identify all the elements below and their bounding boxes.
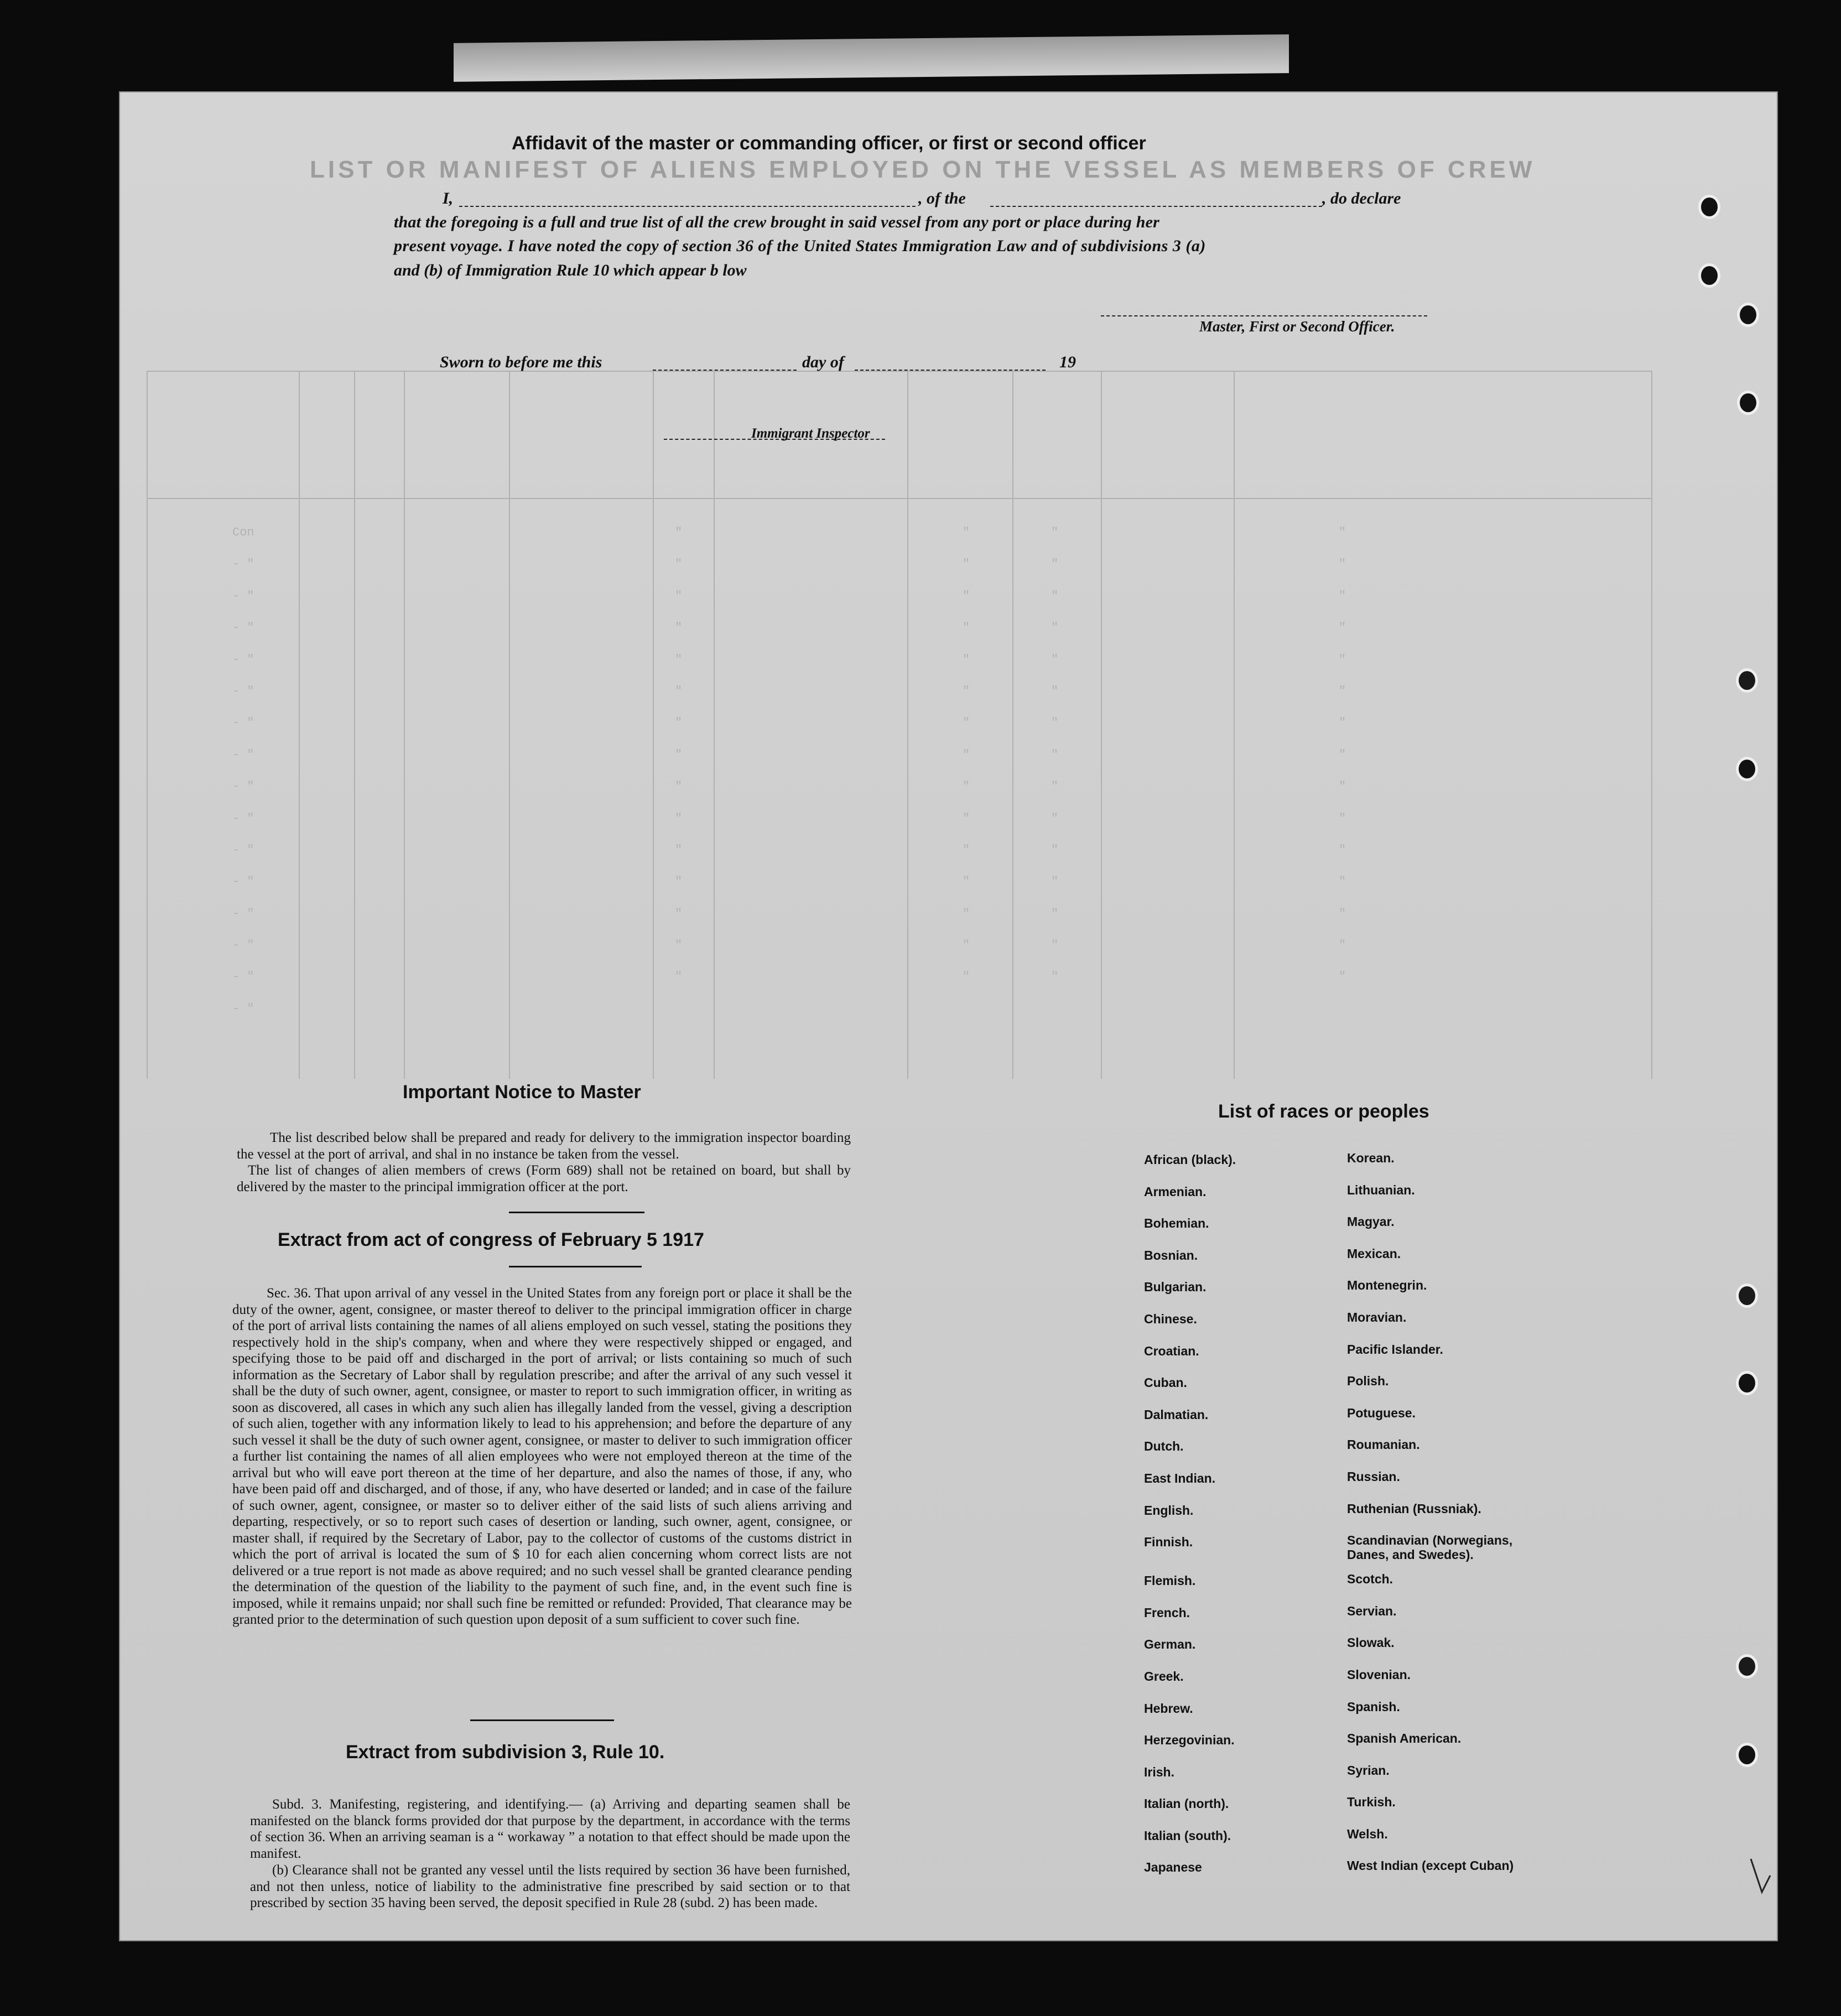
races-column-2 xyxy=(1347,1151,1535,1890)
sworn-month-blank xyxy=(855,370,1046,371)
race-item: French. xyxy=(1144,1605,1190,1620)
notice-text-2: The list of changes of alien members of crews (Form 689) shall not be retained on board, but shall by delivered by the master to the principal immigration officer at the port. xyxy=(237,1163,851,1194)
ghost-column-entries: Con - " - " - " - " - " - " - " - " - " - " - " - " - " - " - " xyxy=(232,526,254,1016)
name-blank xyxy=(459,206,916,207)
day-of-label: day of xyxy=(802,353,844,371)
check-mark-icon xyxy=(1748,1853,1776,1898)
races-heading: List of races or peoples xyxy=(1218,1101,1429,1122)
ghost-column-line xyxy=(404,371,405,1079)
ghost-column-line xyxy=(907,371,908,1079)
race-item: Chinese. xyxy=(1144,1311,1197,1326)
ghost-column-line xyxy=(147,371,148,1079)
race-item: Bohemian. xyxy=(1144,1216,1209,1231)
race-item: Spanish. xyxy=(1347,1699,1400,1714)
race-item: English. xyxy=(1144,1503,1194,1518)
affidavit-title: Affidavit of the master or commanding officer, or first or second officer xyxy=(512,133,1146,154)
race-item: Magyar. xyxy=(1347,1214,1395,1229)
race-item: Russian. xyxy=(1347,1469,1400,1484)
race-item: Dalmatian. xyxy=(1144,1407,1209,1422)
extract-rule-text-b: (b) Clearance shall not be granted any vessel until the lists required by section 36 have been furnished, and not then unless, notice of liability to the administrative fine prescribed by said section or to that prescribed by section 35 having been served, the deposit specified in Rule 28 (subd. 2) has been made. xyxy=(250,1863,850,1910)
master-signature-label: Master, First or Second Officer. xyxy=(1199,318,1395,335)
race-item: Montenegrin. xyxy=(1347,1278,1427,1293)
inspector-label: Immigrant Inspector xyxy=(751,426,870,441)
ghost-column-line xyxy=(1012,371,1013,1079)
race-item: Korean. xyxy=(1347,1151,1395,1165)
binder-hole-icon xyxy=(1736,1284,1758,1308)
race-item: Italian (south). xyxy=(1144,1828,1231,1843)
ghost-column-line xyxy=(299,371,300,1079)
extract-act-heading: Extract from act of congress of February 5 1917 xyxy=(278,1229,704,1250)
race-item: Flemish. xyxy=(1144,1573,1196,1588)
ghost-header-rule xyxy=(147,371,1651,372)
master-signature-blank xyxy=(1101,315,1427,316)
race-item: Slovenian. xyxy=(1347,1667,1411,1682)
vessel-blank xyxy=(990,206,1322,207)
extract-rule-heading: Extract from subdivision 3, Rule 10. xyxy=(346,1742,665,1763)
race-item: Croatian. xyxy=(1144,1343,1199,1358)
binder-hole-icon xyxy=(1698,263,1720,288)
race-item: Finnish. xyxy=(1144,1535,1193,1550)
race-item: Armenian. xyxy=(1144,1184,1206,1199)
bleed-through-title: LIST OR MANIFEST OF ALIENS EMPLOYED ON THE VESSEL AS MEMBERS OF CREW xyxy=(310,156,1536,183)
race-item: Syrian. xyxy=(1347,1763,1390,1778)
race-item: Cuban. xyxy=(1144,1375,1187,1390)
binder-hole-icon xyxy=(1737,391,1759,415)
race-item: Welsh. xyxy=(1347,1826,1388,1841)
race-item: Irish. xyxy=(1144,1764,1174,1779)
ghost-column-entries: " " " " " " " " " " " " " " " xyxy=(963,526,970,984)
extract-rule-divider xyxy=(470,1719,614,1721)
race-item: Japanese xyxy=(1144,1860,1202,1875)
notice-divider xyxy=(509,1212,644,1213)
binder-hole-icon xyxy=(1698,195,1720,219)
race-item: Scotch. xyxy=(1347,1572,1393,1587)
affidavit-of-the: , of the xyxy=(918,189,966,207)
binder-hole-icon xyxy=(1736,1371,1758,1395)
race-item: Greek. xyxy=(1144,1669,1184,1684)
year-label: 19 xyxy=(1059,353,1076,371)
sworn-day-blank xyxy=(653,370,797,371)
race-item: African (black). xyxy=(1144,1152,1236,1167)
binder-hole-icon xyxy=(1737,303,1759,327)
affidavit-line-3: present voyage. I have noted the copy of section 36 of the United States Immigration Law and of subdivisions 3 (a) xyxy=(394,237,1206,255)
race-item: Moravian. xyxy=(1347,1310,1407,1324)
race-item: Scandinavian (Norwegians, Danes, and Swedes). xyxy=(1347,1533,1513,1562)
race-item: Lithuanian. xyxy=(1347,1182,1415,1197)
ghost-column-entries: " " " " " " " " " " " " " " " xyxy=(1339,526,1346,984)
race-item: Hebrew. xyxy=(1144,1701,1193,1716)
race-item: Bulgarian. xyxy=(1144,1280,1206,1295)
race-item: Mexican. xyxy=(1347,1246,1401,1261)
notice-text-1: The list described below shall be prepared and ready for delivery to the immigration inspector boarding the vessel at the port of arrival, and shal in no instance be taken from the vessel. xyxy=(237,1130,851,1162)
affidavit-line-2: that the foregoing is a full and true list of all the crew brought in said vessel from any port or place during her xyxy=(394,213,1159,231)
binder-hole-icon xyxy=(1736,757,1758,781)
race-item: Pacific Islander. xyxy=(1347,1342,1443,1357)
binder-hole-icon xyxy=(1736,668,1758,693)
race-item: Polish. xyxy=(1347,1374,1389,1389)
ghost-column-line xyxy=(509,371,510,1079)
sworn-label: Sworn to before me this xyxy=(440,353,602,371)
race-item: Servian. xyxy=(1347,1603,1397,1618)
extract-rule-text-a: Subd. 3. Manifesting, registering, and identifying.— (a) Arriving and departing seamen shall be manifested on the blanck forms provided dor that purpose by the department, in accordance with the terms of section 36. When an arriving seaman is a “ workaway ” a notation to that effect should be made upon the manifest. xyxy=(250,1797,850,1861)
race-item: Spanish American. xyxy=(1347,1731,1462,1746)
races-column-1 xyxy=(1144,1152,1236,1892)
ghost-column-line xyxy=(1101,371,1102,1079)
extract-act-divider xyxy=(509,1266,642,1267)
binder-hole-icon xyxy=(1736,1654,1758,1679)
ghost-column-entries: " " " " " " " " " " " " " " " xyxy=(675,526,683,984)
affidavit-declare: , do declare xyxy=(1322,189,1401,207)
affidavit-line-4: and (b) of Immigration Rule 10 which appear b low xyxy=(394,261,747,279)
race-item: Bosnian. xyxy=(1144,1248,1198,1262)
race-item: West Indian (except Cuban) xyxy=(1347,1858,1514,1873)
race-item: Italian (north). xyxy=(1144,1796,1229,1811)
notice-heading: Important Notice to Master xyxy=(403,1082,641,1103)
ghost-column-line xyxy=(354,371,355,1079)
race-item: Slowak. xyxy=(1347,1635,1395,1650)
ghost-column-line xyxy=(714,371,715,1079)
race-item: Roumanian. xyxy=(1347,1437,1420,1452)
ghost-column-line xyxy=(653,371,654,1079)
race-item: Turkish. xyxy=(1347,1795,1396,1810)
ghost-column-line xyxy=(1651,371,1652,1079)
race-item: Potuguese. xyxy=(1347,1405,1416,1420)
race-item: German. xyxy=(1144,1637,1196,1652)
race-item: Ruthenian (Russniak). xyxy=(1347,1501,1481,1516)
ghost-header-rule xyxy=(147,498,1651,499)
race-item: East Indian. xyxy=(1144,1471,1216,1485)
race-item: Dutch. xyxy=(1144,1439,1184,1454)
affidavit-i: I, xyxy=(443,189,454,207)
ghost-column-entries: " " " " " " " " " " " " " " " xyxy=(1051,526,1059,984)
page-curl xyxy=(454,34,1289,82)
ghost-column-line xyxy=(1234,371,1235,1079)
binder-hole-icon xyxy=(1736,1743,1758,1767)
extract-act-text: Sec. 36. That upon arrival of any vessel in the United States from any foreign port or place it shall be the duty of the owner, agent, consignee, or master thereof to deliver to the principal immigration officer in charge of the port of arrival lists containing the names of all aliens employed on such vessel, stating the positions they respectively hold in the ship's company, when and where they were respectively shipped or engaged, and specifying those to be paid off and discharged in the port of arrival; or lists containing so much of such information as the Secretary of Labor shall by regulation prescribe; and after the arrival of any such vessel it shall be the duty of such owner, agent, consignee, or master to report to such immigration officer, in writing as soon as discovered, all cases in which any such alien has illegally landed from the vessel, giving a description of such alien, together with any information likely to lead to his apprehension; and before the departure of any such vessel it shall be the duty of such owner agent, consignee, or master to deliver to such immigration officer a further list containing the names of all alien employees who were not employed thereon at the time of the arrival but who will eave port thereon at the time of her departure, and also the names of those, if any, who have been paid off and discharged, and of those, if any, who have deserted or landed; and in case of the failure of such owner, agent, consignee, or master so to deliver either of the said lists of such aliens arriving and departing, respectively, or so to report such cases of desertion or landing, such owner, agent, consignee, or master shall, if required by the Secretary of Labor, pay to the collector of customs of the customs district in which the port of arrival is located the sum of $ 10 for each alien concerning whom correct lists are not delivered or a true report is not made as above required; and no such vessel shall be granted clearance pending the determination of the question of the liability to the payment of such fine, and, in the event such fine is imposed, while it remains unpaid; nor shall such fine be remitted or refunded: Provided, That clearance may be granted prior to the determination of such question upon deposit of a sum sufficient to cover such fine. xyxy=(232,1286,852,1627)
race-item: Herzegovinian. xyxy=(1144,1733,1235,1748)
